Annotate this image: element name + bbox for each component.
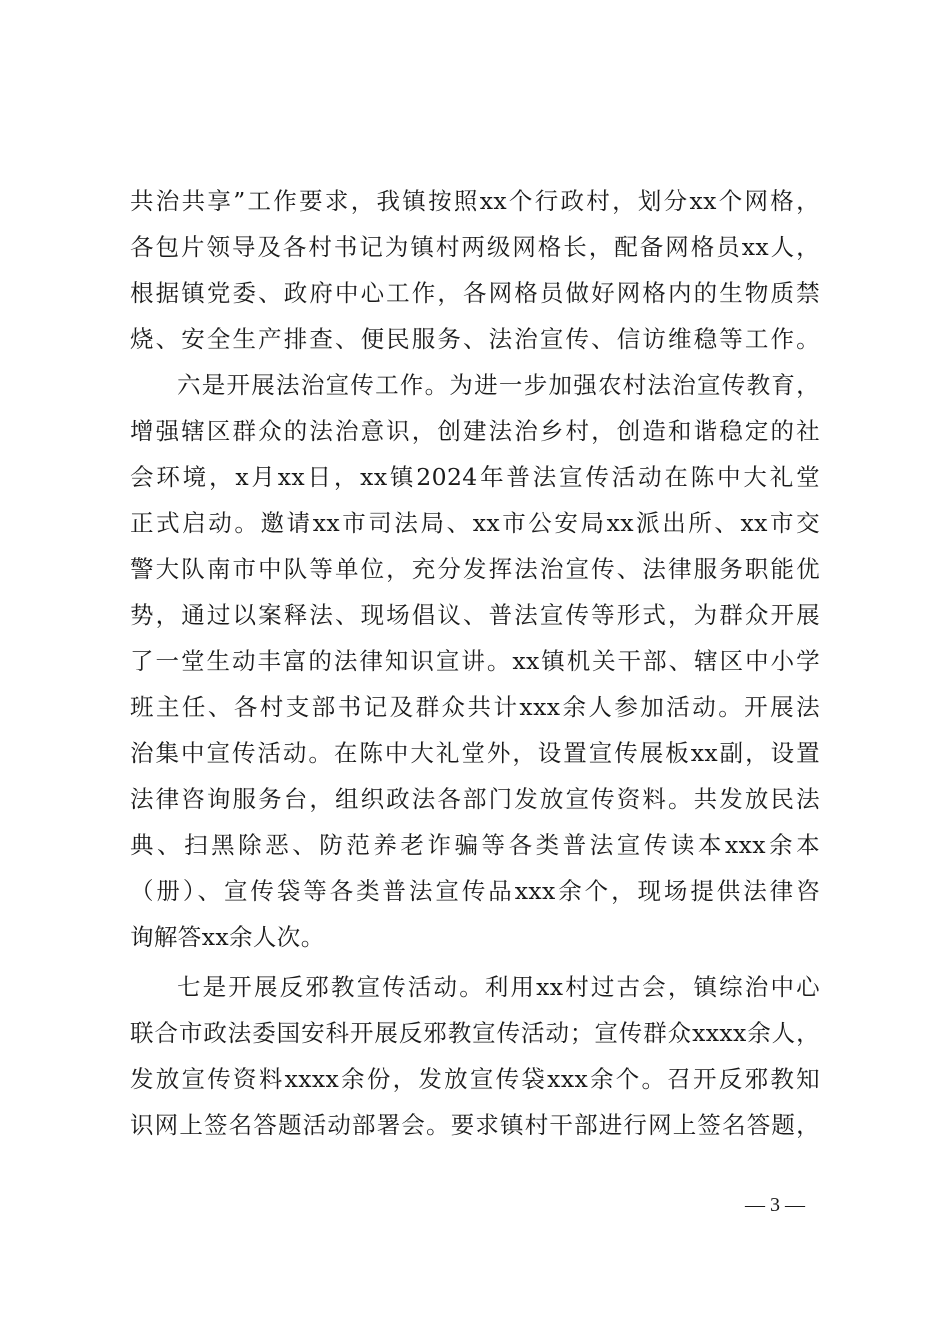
text-line: 典、扫黑除恶、防范养老诈骗等各类普法宣传读本xxx余本 xyxy=(130,831,820,859)
text-line: 联合市政法委国安科开展反邪教宣传活动；宣传群众xxxx余人， xyxy=(130,1019,820,1047)
text-line: 班主任、各村支部书记及群众共计xxx余人参加活动。开展法 xyxy=(130,693,820,721)
text-line: 增强辖区群众的法治意识，创建法治乡村，创造和谐稳定的社 xyxy=(130,417,820,445)
paragraph-legal-publicity xyxy=(130,362,820,960)
text-line: 势，通过以案释法、现场倡议、普法宣传等形式，为群众开展 xyxy=(130,601,820,629)
text-line: 七是开展反邪教宣传活动。利用xx村过古会，镇综治中心 xyxy=(177,973,820,1001)
paragraph-anti-cult-publicity xyxy=(130,964,820,1148)
text-line: 烧、安全生产排查、便民服务、法治宣传、信访维稳等工作。 xyxy=(130,325,820,353)
text-line: 识网上签名答题活动部署会。要求镇村干部进行网上签名答题， xyxy=(130,1111,820,1139)
text-line: 各包片领导及各村书记为镇村两级网格长，配备网格员xx人， xyxy=(130,233,820,261)
text-line: （册）、宣传袋等各类普法宣传品xxx余个，现场提供法律咨 xyxy=(130,877,820,905)
text-line: 发放宣传资料xxxx余份，发放宣传袋xxx余个。召开反邪教知 xyxy=(130,1065,820,1093)
text-line: 六是开展法治宣传工作。为进一步加强农村法治宣传教育， xyxy=(177,371,820,399)
body-text xyxy=(130,178,820,1148)
text-line: 正式启动。邀请xx市司法局、xx市公安局xx派出所、xx市交 xyxy=(130,509,820,537)
text-line: 共治共享”工作要求，我镇按照xx个行政村，划分xx个网格， xyxy=(130,187,820,215)
text-line: 警大队南市中队等单位，充分发挥法治宣传、法律服务职能优 xyxy=(130,555,820,583)
text-line: 治集中宣传活动。在陈中大礼堂外，设置宣传展板xx副，设置 xyxy=(130,739,820,767)
text-line: 法律咨询服务台，组织政法各部门发放宣传资料。共发放民法 xyxy=(130,785,820,813)
text-line: 根据镇党委、政府中心工作，各网格员做好网格内的生物质禁 xyxy=(130,279,820,307)
text-line: 会环境，x月xx日，xx镇2024年普法宣传活动在陈中大礼堂 xyxy=(130,463,820,491)
text-line: 了一堂生动丰富的法律知识宣讲。xx镇机关干部、辖区中小学 xyxy=(130,647,820,675)
page-number: — 3 — xyxy=(745,1194,805,1216)
text-line: 询解答xx余人次。 xyxy=(130,923,325,951)
paragraph-grid-management xyxy=(130,178,820,362)
